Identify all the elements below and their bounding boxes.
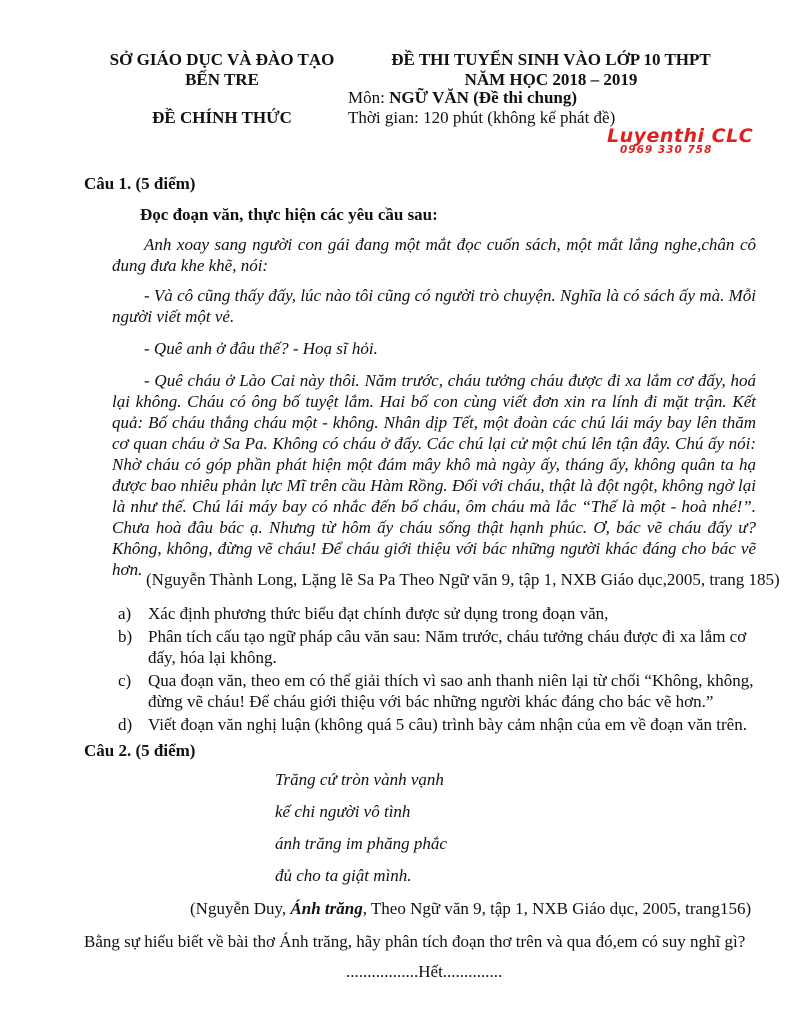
subject-prefix: Môn: [348, 88, 390, 107]
question1-instruction: Đọc đoạn văn, thực hiện các yêu cầu sau: [140, 205, 438, 224]
poem-source-suffix: , Theo Ngữ văn 9, tập 1, NXB Giáo dục, 2005, trang156) [362, 899, 752, 918]
watermark-brand: Luyenthi CLC [607, 125, 754, 147]
poem-source-prefix: (Nguyễn Duy, [190, 899, 291, 918]
question1-item-a [118, 603, 758, 624]
item-label: d) [118, 715, 133, 734]
poem-source-title: Ánh trăng [290, 899, 363, 918]
poem-line-2: kể chi người vô tình [275, 802, 411, 821]
poem-line-3: ánh trăng im phăng phắc [275, 834, 447, 853]
department-name: SỞ GIÁO DỤC VÀ ĐÀO TẠO [109, 50, 335, 69]
question1-item-c [118, 670, 758, 712]
passage-source: (Nguyễn Thành Long, Lặng lẽ Sa Pa Theo Ngữ văn 9, tập 1, NXB Giáo dục,2005, trang 185) [146, 570, 780, 589]
school-year: NĂM HỌC 2018 – 2019 [464, 70, 638, 89]
item-label: a) [118, 604, 132, 623]
item-label: c) [118, 671, 132, 690]
question1-item-d [118, 714, 758, 735]
question1-title: Câu 1. (5 điểm) [84, 174, 196, 193]
passage-paragraph-3: - Quê anh ở đâu thế? - Hoạ sĩ hỏi. [144, 339, 378, 358]
item-label: b) [118, 627, 133, 646]
poem-line-4: đủ cho ta giật mình. [275, 866, 412, 885]
watermark-phone: 0969 330 758 [620, 144, 713, 156]
passage-paragraph-1: Anh xoay sang người con gái đang một mắt đọc cuốn sách, một mắt lắng nghe,chân cô đung đưa khe khẽ, nói: [112, 235, 756, 275]
exam-title: ĐỀ THI TUYỂN SINH VÀO LỚP 10 THPT [391, 50, 711, 69]
item-text: Xác định phương thức biểu đạt chính được sử dụng trong đoạn văn, [148, 604, 609, 623]
item-text: Qua đoạn văn, theo em có thể giải thích vì sao anh thanh niên lại từ chối “Không, không, đừng vẽ cháu! Để cháu giới thiệu với bác những người khác đáng cho bác vẽ hơn.” [148, 671, 754, 711]
passage-paragraph-4: - Quê cháu ở Lào Cai này thôi. Năm trước, cháu tưởng cháu được đi xa lắm cơ đấy, hoá lại không. Cháu có ông bố tuyệt lắm. Hai bố con cùng viết đơn xin ra lính đi mặt trận. Kết quả: Bố cháu thắng cháu một - không. Nhân dịp Tết, một đoàn các chú lái máy bay lên thăm cơ quan cháu ở Sa Pa. Không có cháu ở đấy. Các chú lại cử một chú lên tận đây. Chú ấy nói: Nhờ cháu có góp phần phát hiện một đám mây khô mà ngày ấy, tháng ấy, không quân ta hạ được bao nhiêu phản lực Mĩ trên cầu Hàm Rồng. Đối với cháu, thật là đột ngột, không ngờ lại là như thế. Chú lái máy bay có nhắc đến bố cháu, ôm cháu mà lắc “Thế là một - hoà nhé!”. Chưa hoà đâu bác ạ. Nhưng từ hôm ấy cháu sống thật hạnh phúc. Ơ, bác vẽ cháu đấy ư? Không, không, đừng vẽ cháu! Để cháu giới thiệu với bác những người khác đáng cho bác vẽ hơn. [112, 371, 756, 579]
passage-paragraph-2: - Và cô cũng thấy đấy, lúc nào tôi cũng có người trò chuyện. Nghĩa là có sách ấy mà. Mỗi người viết một vẻ. [112, 286, 756, 326]
item-text: Phân tích cấu tạo ngữ pháp câu văn sau: Năm trước, cháu tưởng cháu được đi xa lắm cơ đấy, hóa lại không. [148, 627, 747, 667]
end-marker: .................Hết.............. [346, 962, 503, 981]
department-location: BẾN TRE [185, 70, 259, 89]
official-label: ĐỀ CHÍNH THỨC [152, 108, 292, 127]
exam-time: Thời gian: 120 phút (không kể phát đề) [348, 108, 616, 127]
question2-title: Câu 2. (5 điểm) [84, 741, 196, 760]
poem-line-1: Trăng cứ tròn vành vạnh [275, 770, 444, 789]
subject-name: NGỮ VĂN (Đề thi chung) [389, 88, 578, 107]
question1-item-b [118, 626, 758, 668]
subject-line [348, 88, 577, 108]
poem-source [190, 898, 751, 919]
question2-prompt: Bằng sự hiểu biết về bài thơ Ánh trăng, hãy phân tích đoạn thơ trên và qua đó,em có suy nghĩ gì? [84, 932, 746, 951]
item-text: Viết đoạn văn nghị luận (không quá 5 câu) trình bày cảm nhận của em về đoạn văn trên. [148, 715, 747, 734]
question1-items [118, 603, 758, 737]
